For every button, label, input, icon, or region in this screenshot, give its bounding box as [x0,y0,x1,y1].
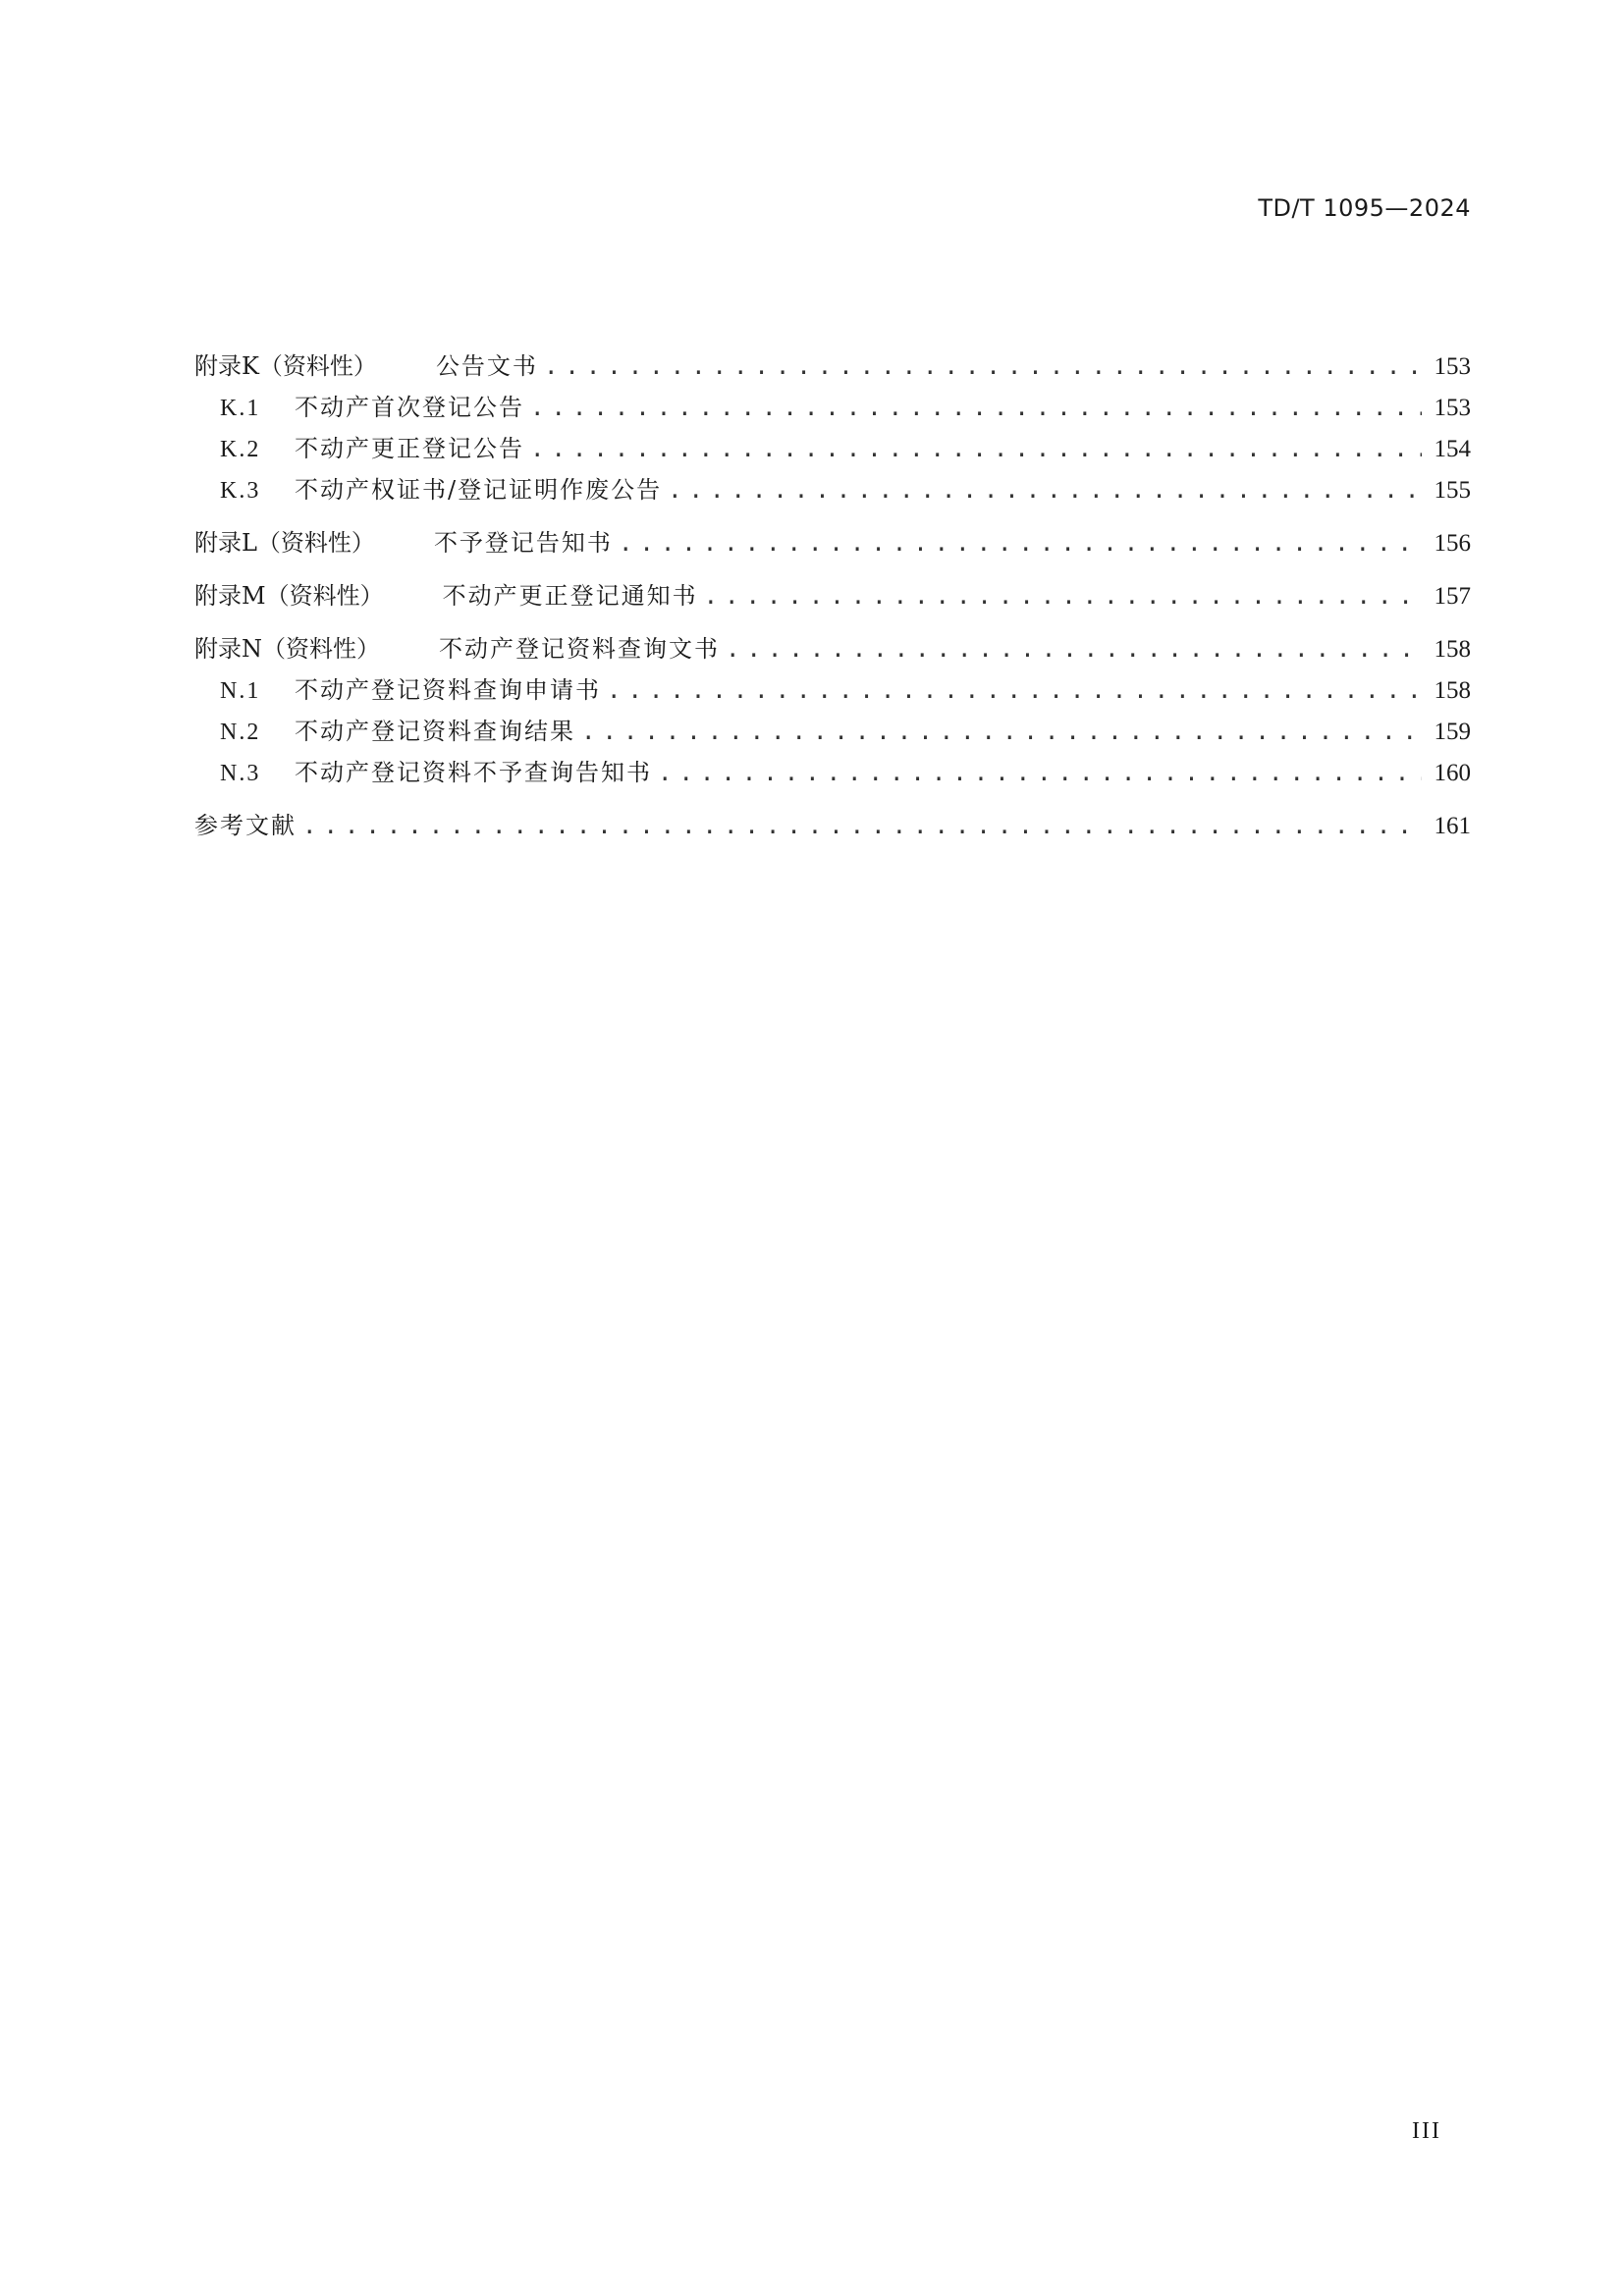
page-number: III [1412,2118,1441,2144]
toc-entry-title: 不动产登记资料查询文书 [439,635,720,663]
dot-leader [530,387,1422,428]
toc-entry-n2[interactable] [194,711,1471,752]
toc-entry-title: 不动产登记资料查询结果 [295,718,575,745]
toc-page-number: 157 [1434,583,1471,610]
appendix-label: 附录N（资料性） [194,635,380,663]
dot-leader [704,575,1422,616]
appendix-label: 附录M（资料性） [194,582,384,610]
toc-entry-title: 不动产更正登记通知书 [442,582,698,610]
toc-page-number: 158 [1434,636,1471,663]
appendix-label: 附录L（资料性） [194,529,375,557]
toc-entry-title: 不动产权证书/登记证明作废公告 [295,476,663,504]
dot-leader [607,669,1422,711]
dot-leader [302,805,1422,846]
table-of-contents [194,346,1471,846]
toc-entry-title: 不动产登记资料不予查询告知书 [295,759,652,786]
toc-page-number: 160 [1434,760,1471,786]
toc-page-number: 161 [1434,813,1471,839]
toc-entry-title: 参考文献 [194,812,297,839]
toc-entry-appendix-l[interactable] [194,522,1471,563]
toc-entry-title: 不动产更正登记公告 [295,435,524,462]
toc-entry-title: 不予登记告知书 [433,529,613,557]
toc-entry-title: 不动产登记资料查询申请书 [295,676,601,704]
dot-leader [619,522,1422,563]
section-number: N.3 [220,761,261,786]
section-number: K.3 [220,478,261,504]
toc-entry-references[interactable] [194,805,1471,846]
toc-entry-k2[interactable] [194,428,1471,469]
toc-page-number: 153 [1434,353,1471,380]
dot-leader [530,428,1422,469]
toc-entry-appendix-k[interactable] [194,346,1471,387]
section-number: N.2 [220,720,261,745]
toc-page-number: 153 [1434,395,1471,421]
toc-entry-title: 不动产首次登记公告 [295,394,524,421]
toc-page-number: 158 [1434,677,1471,704]
toc-entry-n3[interactable] [194,752,1471,793]
toc-page-number: 154 [1434,436,1471,462]
toc-entry-title: 公告文书 [435,352,538,380]
dot-leader [544,346,1422,387]
dot-leader [658,752,1422,793]
section-number: K.2 [220,437,261,462]
toc-entry-k3[interactable] [194,469,1471,510]
appendix-label: 附录K（资料性） [194,352,377,380]
toc-entry-k1[interactable] [194,387,1471,428]
section-number: N.1 [220,678,261,704]
toc-page-number: 155 [1434,477,1471,504]
dot-leader [726,628,1422,669]
document-code: TD/T 1095—2024 [1258,194,1471,222]
toc-entry-n1[interactable] [194,669,1471,711]
toc-entry-appendix-n[interactable] [194,628,1471,669]
toc-entry-appendix-m[interactable] [194,575,1471,616]
section-number: K.1 [220,396,261,421]
dot-leader [581,711,1422,752]
toc-page-number: 156 [1434,530,1471,557]
dot-leader [668,469,1422,510]
toc-page-number: 159 [1434,719,1471,745]
